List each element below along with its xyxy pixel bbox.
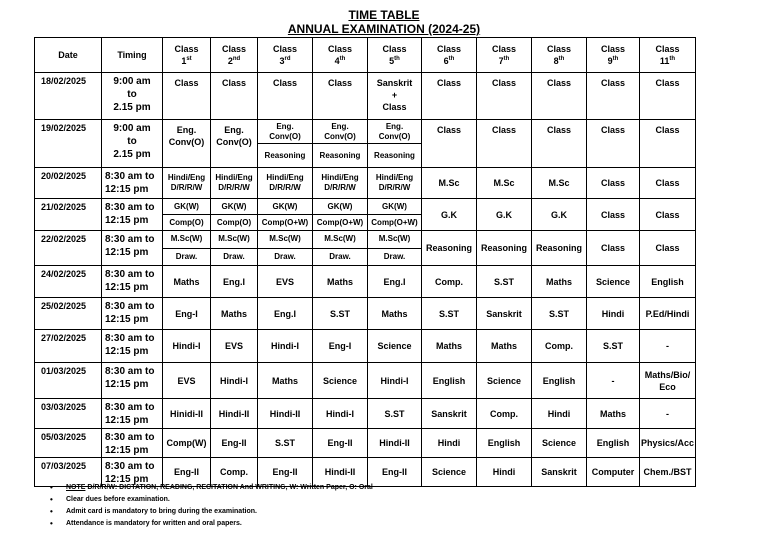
subject-cell: Maths xyxy=(368,298,422,330)
header-class-9 xyxy=(587,38,640,73)
subject-part: Draw. xyxy=(368,248,421,266)
date-cell: 25/02/2025 xyxy=(35,298,102,330)
date-cell: 19/02/2025 xyxy=(35,120,102,168)
subject-cell: Comp(W) xyxy=(163,429,211,458)
subject-cell: - xyxy=(587,363,640,399)
class-suffix: th xyxy=(558,56,565,62)
subject-part: Reasoning xyxy=(368,143,421,167)
subject-cell: Class xyxy=(640,168,696,199)
date-cell: 18/02/2025 xyxy=(35,73,102,120)
subject-cell: Eng-I xyxy=(163,298,211,330)
class-suffix: th xyxy=(612,56,619,62)
date-cell: 27/02/2025 xyxy=(35,330,102,363)
subject-cell: Sanskrit + Class xyxy=(368,73,422,120)
date-cell: 22/02/2025 xyxy=(35,231,102,266)
table-row xyxy=(35,298,696,330)
page-subtitle: ANNUAL EXAMINATION (2024-25) xyxy=(287,22,481,36)
subject-cell xyxy=(163,231,211,266)
subject-cell: Class xyxy=(587,168,640,199)
header-class-4 xyxy=(313,38,368,73)
subject-cell: Eng-I xyxy=(313,330,368,363)
timing-cell: 8:30 am to 12:15 pm xyxy=(102,330,163,363)
subject-cell: S.ST xyxy=(258,429,313,458)
class-label: Class xyxy=(327,44,353,54)
class-number: 7 xyxy=(498,56,504,66)
class-suffix: th xyxy=(669,56,676,62)
subject-cell: S.ST xyxy=(368,399,422,429)
subject-cell xyxy=(211,199,258,231)
subject-cell: Chem./BST xyxy=(640,458,696,487)
class-label: Class xyxy=(221,44,247,54)
subject-cell: Eng.I xyxy=(258,298,313,330)
subject-cell: Class xyxy=(477,73,532,120)
subject-cell: Maths xyxy=(163,266,211,298)
date-cell: 05/03/2025 xyxy=(35,429,102,458)
class-suffix: th xyxy=(503,56,510,62)
class-number: 5 xyxy=(389,56,395,66)
subject-cell: Reasoning xyxy=(532,231,587,266)
subject-cell: Hindi xyxy=(532,399,587,429)
subject-cell: Hindi/Eng D/R/R/W xyxy=(313,168,368,199)
note-item: • Attendance is mandatory for written and oral papers. xyxy=(50,518,373,530)
table-row xyxy=(35,363,696,399)
subject-cell: Hindi/Eng D/R/R/W xyxy=(258,168,313,199)
subject-part: Draw. xyxy=(211,248,257,266)
subject-cell: English xyxy=(587,429,640,458)
subject-cell: Maths xyxy=(313,266,368,298)
subject-cell: Comp. xyxy=(477,399,532,429)
subject-cell: Sanskrit xyxy=(422,399,477,429)
header-timing: Timing xyxy=(102,38,163,73)
header-class-5 xyxy=(368,38,422,73)
class-number: 8 xyxy=(553,56,559,66)
table-row xyxy=(35,266,696,298)
subject-cell xyxy=(313,199,368,231)
subject-part: M.Sc(W) xyxy=(218,234,250,244)
header-class-7 xyxy=(477,38,532,73)
subject-cell: Class xyxy=(587,231,640,266)
timing-cell: 8:30 am to 12:15 pm xyxy=(102,231,163,266)
subject-cell: Class xyxy=(587,73,640,120)
subject-cell: Reasoning xyxy=(477,231,532,266)
header-date: Date xyxy=(35,38,102,73)
subject-cell: Maths xyxy=(258,363,313,399)
subject-cell: English xyxy=(532,363,587,399)
subject-part: M.Sc(W) xyxy=(170,234,203,244)
subject-cell xyxy=(211,231,258,266)
timing-cell: 8:30 am to 12:15 pm xyxy=(102,266,163,298)
class-suffix: th xyxy=(339,56,346,62)
subject-cell: Class xyxy=(640,73,696,120)
subject-cell: Hindi-I xyxy=(258,330,313,363)
subject-cell: Computer xyxy=(587,458,640,487)
table-row xyxy=(35,330,696,363)
subject-part: GK(W) xyxy=(174,201,199,211)
subject-cell: English xyxy=(477,429,532,458)
class-number: 9 xyxy=(607,56,613,66)
subject-cell: Eng-II xyxy=(258,458,313,487)
class-label: Class xyxy=(600,44,626,54)
notes-list xyxy=(50,482,373,530)
note-legend xyxy=(50,482,373,494)
subject-part: Draw. xyxy=(163,248,210,266)
subject-part: M.Sc(W) xyxy=(269,234,301,244)
subject-cell: M.Sc xyxy=(532,168,587,199)
subject-cell: Eng-II xyxy=(163,458,211,487)
class-number: 6 xyxy=(443,56,449,66)
table-row xyxy=(35,199,696,231)
subject-cell: Class xyxy=(422,120,477,168)
date-cell: 01/03/2025 xyxy=(35,363,102,399)
subject-cell xyxy=(258,120,313,168)
subject-cell: Hindi xyxy=(422,429,477,458)
table-row xyxy=(35,120,696,168)
note-text: D/R/R/W: DICTATION, READING, RECITATION And WRITING, W: Written Paper, O: Oral xyxy=(85,484,373,491)
subject-part: Comp(O+W) xyxy=(258,214,312,230)
subject-part: Eng. Conv(O) xyxy=(269,121,301,141)
note-item: • Admit card is mandatory to bring during the examination. xyxy=(50,506,373,518)
subject-part: Comp(O) xyxy=(163,214,210,230)
subject-cell: M.Sc xyxy=(477,168,532,199)
subject-part: M.Sc(W) xyxy=(378,234,411,244)
class-number: 4 xyxy=(334,56,340,66)
subject-cell: Comp. xyxy=(532,330,587,363)
timing-cell: 9:00 am to 2.15 pm xyxy=(102,120,163,168)
timing-cell: 9:00 am to 2.15 pm xyxy=(102,73,163,120)
class-suffix: nd xyxy=(232,56,241,62)
subject-cell: EVS xyxy=(211,330,258,363)
subject-cell: Class xyxy=(640,231,696,266)
header-class-6 xyxy=(422,38,477,73)
timing-cell: 8:30 am to 12:15 pm xyxy=(102,298,163,330)
subject-part: GK(W) xyxy=(221,201,247,211)
subject-cell: Eng-II xyxy=(368,458,422,487)
subject-cell: Science xyxy=(477,363,532,399)
subject-cell: Hindi/Eng D/R/R/W xyxy=(368,168,422,199)
table-row xyxy=(35,231,696,266)
class-number: 1 xyxy=(181,56,187,66)
subject-cell: Hindi/Eng D/R/R/W xyxy=(163,168,211,199)
subject-cell: Reasoning xyxy=(422,231,477,266)
subject-cell: S.ST xyxy=(477,266,532,298)
table-row xyxy=(35,168,696,199)
header-class-11 xyxy=(640,38,696,73)
class-label: Class xyxy=(436,44,462,54)
subject-cell: S.ST xyxy=(422,298,477,330)
subject-part: Eng. Conv(O) xyxy=(324,121,356,141)
subject-cell: Class xyxy=(477,120,532,168)
subject-cell: Class xyxy=(532,73,587,120)
subject-cell: Science xyxy=(587,266,640,298)
subject-cell: Class xyxy=(422,73,477,120)
timetable xyxy=(34,37,696,487)
subject-cell: Eng.I xyxy=(368,266,422,298)
table-row xyxy=(35,399,696,429)
timing-cell: 8:30 am to 12:15 pm xyxy=(102,458,163,487)
subject-cell: English xyxy=(640,266,696,298)
class-label: Class xyxy=(174,44,199,54)
class-suffix: th xyxy=(394,56,400,62)
subject-cell: Sanskrit xyxy=(532,458,587,487)
class-label: Class xyxy=(382,44,407,54)
date-cell: 03/03/2025 xyxy=(35,399,102,429)
class-number: 2 xyxy=(227,56,233,66)
subject-cell: Hindi xyxy=(587,298,640,330)
subject-cell: Class xyxy=(258,73,313,120)
subject-part: Reasoning xyxy=(258,143,312,167)
subject-cell: Hindi-II xyxy=(313,458,368,487)
subject-cell: G.K xyxy=(532,199,587,231)
subject-cell: - xyxy=(640,399,696,429)
class-label: Class xyxy=(272,44,298,54)
page-title: TIME TABLE xyxy=(348,8,420,22)
timing-cell: 8:30 am to 12:15 pm xyxy=(102,199,163,231)
subject-cell: Eng.I xyxy=(211,266,258,298)
subject-part: Comp(O+W) xyxy=(368,214,421,230)
header-class-3 xyxy=(258,38,313,73)
subject-cell: Maths xyxy=(477,330,532,363)
subject-cell xyxy=(313,120,368,168)
subject-cell: Hinidi-II xyxy=(163,399,211,429)
subject-cell: Hindi-I xyxy=(211,363,258,399)
note-label: NOTE xyxy=(66,484,86,491)
subject-cell: Class xyxy=(163,73,211,120)
subject-cell: Hindi-II xyxy=(211,399,258,429)
subject-cell: - xyxy=(640,330,696,363)
subject-cell xyxy=(313,231,368,266)
subject-cell: Eng. Conv(O) xyxy=(163,120,211,168)
subject-part: M.Sc(W) xyxy=(324,234,356,244)
class-number: 11 xyxy=(659,56,670,66)
subject-cell: Class xyxy=(640,120,696,168)
subject-part: Comp(O+W) xyxy=(313,214,367,230)
subject-part: Eng. Conv(O) xyxy=(378,121,411,141)
subject-cell: Hindi xyxy=(477,458,532,487)
subject-cell: Science xyxy=(368,330,422,363)
timing-cell: 8:30 am to 12:15 pm xyxy=(102,363,163,399)
subject-cell: G.K xyxy=(422,199,477,231)
subject-cell: S.ST xyxy=(313,298,368,330)
date-cell: 24/02/2025 xyxy=(35,266,102,298)
subject-cell: Eng-II xyxy=(313,429,368,458)
class-number: 3 xyxy=(279,56,285,66)
subject-cell: Maths xyxy=(532,266,587,298)
subject-cell: Class xyxy=(640,199,696,231)
date-cell: 20/02/2025 xyxy=(35,168,102,199)
class-suffix: st xyxy=(186,56,192,62)
subject-cell: English xyxy=(422,363,477,399)
subject-cell: Hindi-II xyxy=(368,429,422,458)
subject-cell: Class xyxy=(587,120,640,168)
subject-cell: Class xyxy=(313,73,368,120)
subject-cell: Science xyxy=(422,458,477,487)
subject-cell: Sanskrit xyxy=(477,298,532,330)
subject-cell: Maths/Bio/ Eco xyxy=(640,363,696,399)
subject-cell: Comp. xyxy=(422,266,477,298)
subject-cell: M.Sc xyxy=(422,168,477,199)
subject-cell: G.K xyxy=(477,199,532,231)
subject-cell: S.ST xyxy=(532,298,587,330)
subject-cell xyxy=(163,199,211,231)
note-item: • Clear dues before examination. xyxy=(50,494,373,506)
subject-cell: Maths xyxy=(587,399,640,429)
subject-cell xyxy=(368,199,422,231)
subject-cell: P.Ed/Hindi xyxy=(640,298,696,330)
header-class-2 xyxy=(211,38,258,73)
subject-cell: Class xyxy=(532,120,587,168)
subject-cell: EVS xyxy=(163,363,211,399)
subject-cell: Class xyxy=(587,199,640,231)
subject-part: GK(W) xyxy=(272,201,298,211)
subject-cell: Science xyxy=(532,429,587,458)
subject-part: Reasoning xyxy=(313,143,367,167)
class-suffix: rd xyxy=(284,56,291,62)
header-class-1 xyxy=(163,38,211,73)
class-label: Class xyxy=(546,44,572,54)
subject-cell: Eng. Conv(O) xyxy=(211,120,258,168)
subject-cell xyxy=(368,120,422,168)
timing-cell: 8:30 am to 12:15 pm xyxy=(102,399,163,429)
subject-cell: Hindi-I xyxy=(368,363,422,399)
timing-cell: 8:30 am to 12:15 pm xyxy=(102,168,163,199)
subject-cell: Maths xyxy=(422,330,477,363)
subject-cell: Comp. xyxy=(211,458,258,487)
subject-part: GK(W) xyxy=(327,201,353,211)
subject-cell: Hindi-I xyxy=(163,330,211,363)
timing-cell: 8:30 am to 12:15 pm xyxy=(102,429,163,458)
subject-cell xyxy=(258,231,313,266)
class-suffix: th xyxy=(448,56,455,62)
class-label: Class xyxy=(491,44,517,54)
subject-cell: Science xyxy=(313,363,368,399)
subject-cell xyxy=(258,199,313,231)
subject-part: GK(W) xyxy=(382,201,407,211)
subject-cell: S.ST xyxy=(587,330,640,363)
table-row xyxy=(35,73,696,120)
subject-part: Draw. xyxy=(258,248,312,266)
subject-cell xyxy=(368,231,422,266)
subject-cell: Hindi-I xyxy=(313,399,368,429)
table-row xyxy=(35,429,696,458)
header-class-8 xyxy=(532,38,587,73)
subject-cell: Class xyxy=(211,73,258,120)
subject-cell: Maths xyxy=(211,298,258,330)
subject-cell: EVS xyxy=(258,266,313,298)
subject-cell: Eng-II xyxy=(211,429,258,458)
date-cell: 21/02/2025 xyxy=(35,199,102,231)
subject-cell: Hindi/Eng D/R/R/W xyxy=(211,168,258,199)
subject-part: Comp(O) xyxy=(211,214,257,230)
subject-cell: Hindi-II xyxy=(258,399,313,429)
subject-part: Draw. xyxy=(313,248,367,266)
class-label: Class xyxy=(655,44,680,54)
date-cell: 07/03/2025 xyxy=(35,458,102,487)
subject-cell: Physics/Acc xyxy=(640,429,696,458)
